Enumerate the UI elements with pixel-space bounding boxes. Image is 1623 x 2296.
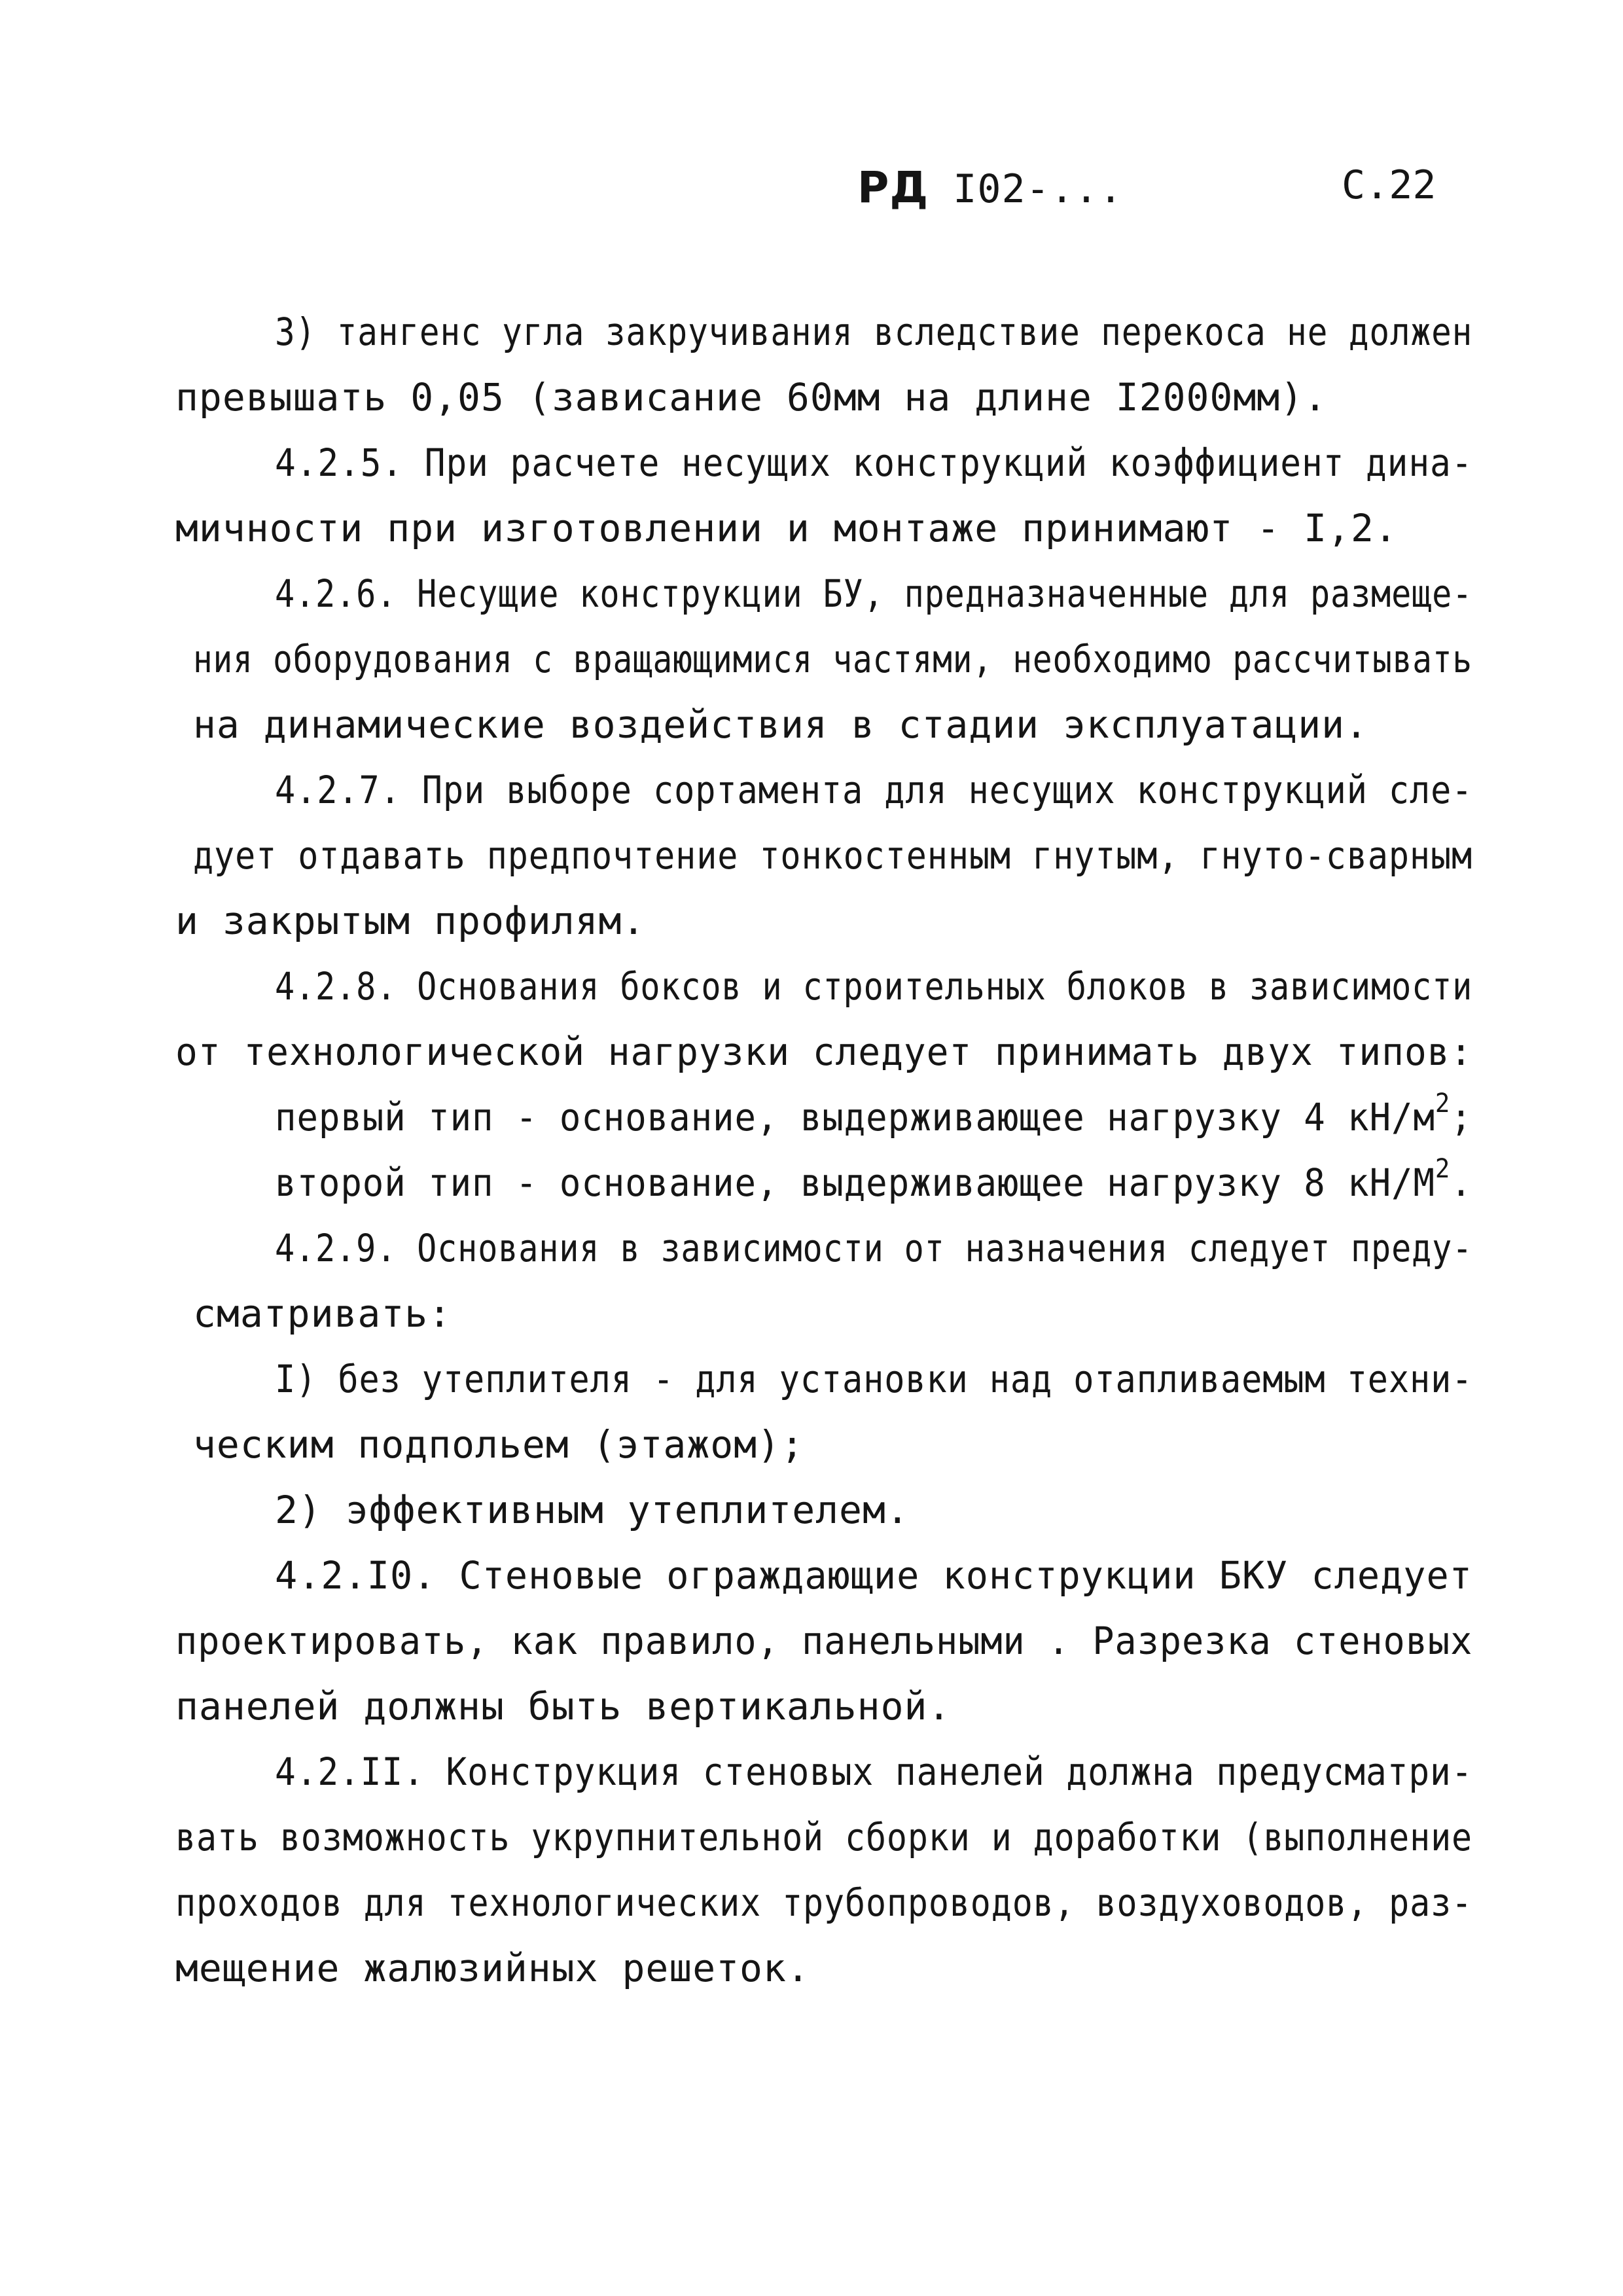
text-line: ческим подпольем (этажом); bbox=[193, 1422, 804, 1467]
text-line: 3) тангенс угла закручивания вследствие перекоса не должен bbox=[275, 310, 1473, 354]
text-line: 2) эффективным утеплителем. bbox=[275, 1488, 910, 1532]
text-line: сматривать: bbox=[193, 1291, 452, 1336]
text-line: второй тип - основание, выдерживающее нагрузку 8 кН/М bbox=[275, 1160, 1435, 1205]
text-line: 4.2.8. Основания боксов и строительных блоков в зависимости bbox=[275, 964, 1473, 1009]
punctuation: . bbox=[1450, 1160, 1472, 1205]
text-line: 4.2.6. Несущие конструкции БУ, предназначенные для размеще- bbox=[275, 571, 1473, 616]
text-line: мичности при изготовлении и монтаже принимают - I,2. bbox=[175, 506, 1398, 550]
superscript: 2 bbox=[1435, 1154, 1451, 1184]
text-line: проходов для технологических трубопроводов, воздуховодов, раз- bbox=[175, 1880, 1473, 1925]
text-line: превышать 0,05 (зависание 60мм на длине I2000мм). bbox=[175, 375, 1328, 420]
text-line: от технологической нагрузки следует принимать двух типов: bbox=[175, 1030, 1473, 1074]
text-line: дует отдавать предпочтение тонкостенным гнутым, гнуто-сварным bbox=[193, 833, 1473, 878]
text-line: первый тип - основание, выдерживающее нагрузку 4 кН/м bbox=[275, 1095, 1435, 1139]
text-line: ния оборудования с вращающимися частями, необходимо рассчитывать bbox=[193, 637, 1472, 681]
text-line-with-superscript bbox=[275, 1154, 1472, 1205]
text-line: и закрытым профилям. bbox=[175, 899, 646, 943]
text-line: I) без утеплителя - для установки над отапливаемым техни- bbox=[275, 1357, 1473, 1401]
text-line: проектировать, как правило, панельными . Разрезка стеновых bbox=[175, 1619, 1473, 1663]
text-line: 4.2.9. Основания в зависимости от назначения следует преду- bbox=[275, 1226, 1473, 1270]
document-code bbox=[857, 162, 1123, 213]
document-code-prefix: РД bbox=[857, 162, 929, 213]
page-number: С.22 bbox=[1342, 162, 1436, 208]
text-line: 4.2.7. При выборе сортамента для несущих конструкций сле- bbox=[275, 768, 1473, 812]
text-line: панелей должны быть вертикальной. bbox=[175, 1684, 952, 1729]
punctuation: ; bbox=[1450, 1095, 1472, 1139]
document-code-number: I02-... bbox=[953, 166, 1124, 212]
text-line: вать возможность укрупнительной сборки и доработки (выполнение bbox=[175, 1815, 1473, 1859]
text-line-with-superscript bbox=[275, 1088, 1472, 1139]
superscript: 2 bbox=[1435, 1088, 1451, 1119]
text-line: на динамические воздействия в стадии эксплуатации. bbox=[193, 702, 1368, 747]
text-line: 4.2.I0. Стеновые ограждающие конструкции БКУ следует bbox=[275, 1553, 1472, 1598]
text-line: 4.2.II. Конструкция стеновых панелей должна предусматри- bbox=[275, 1749, 1473, 1794]
text-line: 4.2.5. При расчете несущих конструкций коэффициент дина- bbox=[275, 440, 1473, 485]
text-line: мещение жалюзийных решеток. bbox=[175, 1946, 810, 1990]
